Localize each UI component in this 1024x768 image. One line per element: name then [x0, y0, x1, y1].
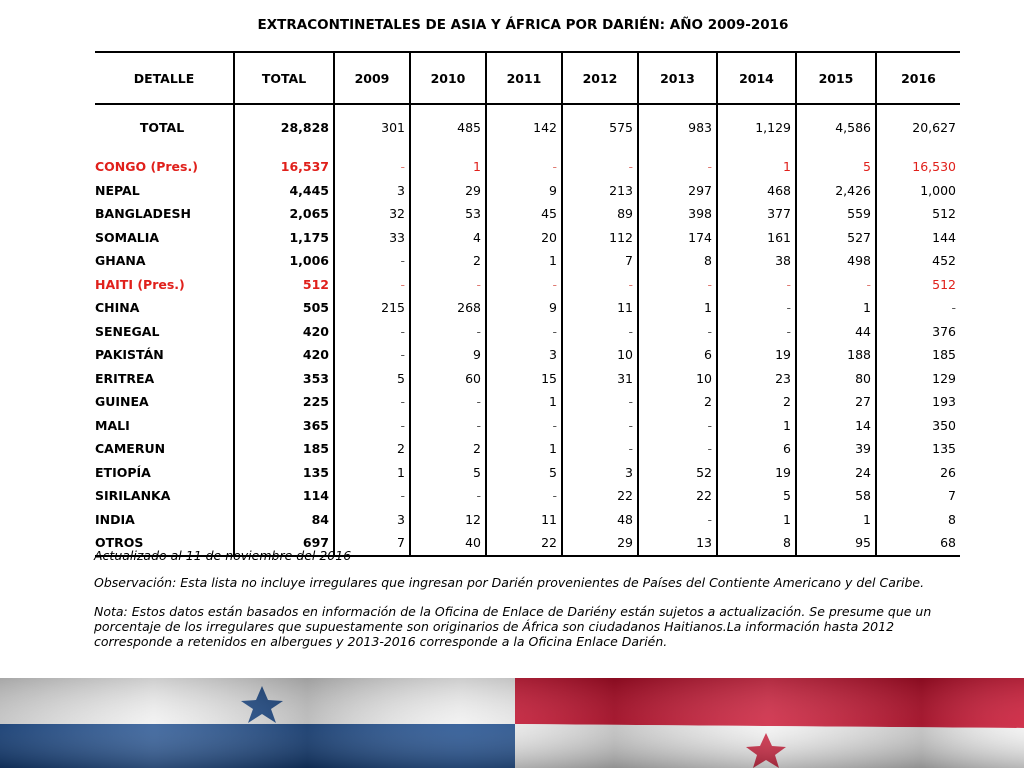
table-row [95, 202, 960, 226]
total-cell: 4,445 [234, 179, 334, 203]
year-cell: 1 [486, 437, 562, 461]
year-cell: 7 [876, 484, 960, 508]
row-label: MALI [95, 417, 130, 433]
year-cell: - [334, 343, 410, 367]
year-cell: 39 [796, 437, 876, 461]
total-cell: 135 [234, 461, 334, 485]
row-label: SIRILANKA [95, 488, 171, 504]
year-cell: - [334, 484, 410, 508]
year-cell: 20 [486, 226, 562, 250]
year-cell: 20,627 [876, 104, 960, 150]
year-cell: - [638, 437, 717, 461]
year-cell: 19 [717, 343, 796, 367]
year-cell: 26 [876, 461, 960, 485]
year-cell: - [562, 320, 638, 344]
year-cell: 16,530 [876, 155, 960, 179]
disclaimer-note: Nota: Estos datos están basados en información de la Oficina de Enlace de Dariény están sujetos a actualización. Se presume que un porcentaje de los irregulares que supuestamente son originarios de África son ciudadanos Haitianos.La información hasta 2012 corresponde a retenidos en albergues y 2013-2016 corresponde a la Oficina Enlace Darién. [94, 604, 932, 649]
year-cell: - [796, 273, 876, 297]
year-cell: 301 [334, 104, 410, 150]
year-cell: 129 [876, 367, 960, 391]
year-cell: 350 [876, 414, 960, 438]
column-header: 2011 [486, 52, 562, 104]
year-cell: 29 [410, 179, 486, 203]
year-cell: - [486, 273, 562, 297]
year-cell: 3 [486, 343, 562, 367]
year-cell: 142 [486, 104, 562, 150]
year-cell: 5 [796, 155, 876, 179]
year-cell: - [410, 320, 486, 344]
year-cell: 8 [717, 531, 796, 556]
row-label: BANGLADESH [95, 206, 191, 222]
year-cell: 8 [638, 249, 717, 273]
year-cell: 60 [410, 367, 486, 391]
total-cell: 1,006 [234, 249, 334, 273]
row-label: CAMERUN [95, 441, 166, 457]
year-cell: 3 [562, 461, 638, 485]
table-row [95, 273, 960, 297]
flag-icon [0, 678, 1024, 768]
year-cell: 80 [796, 367, 876, 391]
updated-note: Actualizado al 11 de noviembre del 2016 [94, 548, 352, 563]
row-label: PAKISTÁN [95, 347, 164, 363]
year-cell: 53 [410, 202, 486, 226]
table-row [95, 296, 960, 320]
table-row [95, 343, 960, 367]
year-cell: 6 [638, 343, 717, 367]
total-cell: 185 [234, 437, 334, 461]
year-cell: 33 [334, 226, 410, 250]
column-header: 2009 [334, 52, 410, 104]
year-cell: - [334, 414, 410, 438]
total-cell: 114 [234, 484, 334, 508]
year-cell: 27 [796, 390, 876, 414]
year-cell: 1,000 [876, 179, 960, 203]
year-cell: 5 [717, 484, 796, 508]
total-cell: 28,828 [234, 104, 334, 150]
year-cell: 7 [562, 249, 638, 273]
notes [94, 548, 974, 649]
column-header: 2010 [410, 52, 486, 104]
year-cell: 19 [717, 461, 796, 485]
year-cell: 498 [796, 249, 876, 273]
year-cell: - [562, 273, 638, 297]
year-cell: - [334, 390, 410, 414]
table-row [95, 320, 960, 344]
year-cell: 2 [638, 390, 717, 414]
year-cell: 1 [796, 508, 876, 532]
row-label: INDIA [95, 511, 135, 527]
year-cell: - [562, 155, 638, 179]
table-row [95, 249, 960, 273]
year-cell: 2 [410, 437, 486, 461]
year-cell: 983 [638, 104, 717, 150]
year-cell: 9 [486, 296, 562, 320]
table-row [95, 155, 960, 179]
year-cell: 68 [876, 531, 960, 556]
year-cell: 376 [876, 320, 960, 344]
year-cell: 575 [562, 104, 638, 150]
row-label: ETIOPÍA [95, 464, 151, 480]
year-cell: 512 [876, 273, 960, 297]
year-cell: 10 [562, 343, 638, 367]
year-cell: - [638, 320, 717, 344]
year-cell: 215 [334, 296, 410, 320]
observation-note: Observación: Esta lista no incluye irregulares que ingresan por Darién provenientes de Países del Contiente Americano y del Caribe. [94, 575, 925, 590]
year-cell: 2,426 [796, 179, 876, 203]
year-cell: 512 [876, 202, 960, 226]
year-cell: 40 [410, 531, 486, 556]
year-cell: 95 [796, 531, 876, 556]
row-label: ERITREA [95, 370, 155, 386]
total-cell: 1,175 [234, 226, 334, 250]
year-cell: - [876, 296, 960, 320]
row-label: NEPAL [95, 182, 140, 198]
row-label: GHANA [95, 253, 146, 269]
year-cell: - [334, 155, 410, 179]
year-cell: 44 [796, 320, 876, 344]
total-cell: 225 [234, 390, 334, 414]
year-cell: 268 [410, 296, 486, 320]
year-cell: 15 [486, 367, 562, 391]
table-row [95, 179, 960, 203]
row-label: SENEGAL [95, 323, 160, 339]
year-cell: 5 [334, 367, 410, 391]
year-cell: - [410, 390, 486, 414]
year-cell: 144 [876, 226, 960, 250]
year-cell: - [486, 155, 562, 179]
table-row [95, 461, 960, 485]
row-label: HAITI (Pres.) [95, 276, 185, 292]
year-cell: 1 [334, 461, 410, 485]
row-label: SOMALIA [95, 229, 160, 245]
year-cell: 3 [334, 508, 410, 532]
total-cell: 2,065 [234, 202, 334, 226]
year-cell: - [486, 320, 562, 344]
year-cell: 559 [796, 202, 876, 226]
table-header [95, 52, 960, 104]
year-cell: 23 [717, 367, 796, 391]
year-cell: 9 [410, 343, 486, 367]
year-cell: 4 [410, 226, 486, 250]
year-cell: 1 [638, 296, 717, 320]
year-cell: - [717, 320, 796, 344]
column-header: TOTAL [234, 52, 334, 104]
year-cell: - [410, 273, 486, 297]
row-label: OTROS [95, 531, 234, 556]
year-cell: - [562, 414, 638, 438]
year-cell: 29 [562, 531, 638, 556]
year-cell: - [334, 320, 410, 344]
year-cell: 12 [410, 508, 486, 532]
total-cell: 84 [234, 508, 334, 532]
table-row [95, 367, 960, 391]
year-cell: 1 [410, 155, 486, 179]
total-row [95, 104, 960, 150]
year-cell: - [717, 296, 796, 320]
table-row [95, 437, 960, 461]
column-header: 2012 [562, 52, 638, 104]
year-cell: 485 [410, 104, 486, 150]
year-cell: 135 [876, 437, 960, 461]
year-cell: - [562, 437, 638, 461]
year-cell: 11 [486, 508, 562, 532]
year-cell: 398 [638, 202, 717, 226]
year-cell: 38 [717, 249, 796, 273]
year-cell: 22 [562, 484, 638, 508]
year-cell: 11 [562, 296, 638, 320]
year-cell: 7 [334, 531, 410, 556]
total-cell: 505 [234, 296, 334, 320]
data-table [95, 51, 960, 557]
year-cell: 5 [486, 461, 562, 485]
column-header: DETALLE [95, 52, 234, 104]
year-cell: 297 [638, 179, 717, 203]
year-cell: - [334, 273, 410, 297]
column-header: 2014 [717, 52, 796, 104]
year-cell: 24 [796, 461, 876, 485]
row-label: CHINA [95, 300, 140, 316]
year-cell: 527 [796, 226, 876, 250]
year-cell: 1 [796, 296, 876, 320]
year-cell: 377 [717, 202, 796, 226]
year-cell: - [562, 390, 638, 414]
year-cell: 4,586 [796, 104, 876, 150]
year-cell: 9 [486, 179, 562, 203]
table-row [95, 508, 960, 532]
year-cell: - [486, 484, 562, 508]
row-label: TOTAL [139, 120, 185, 135]
year-cell: - [638, 155, 717, 179]
table-row [95, 414, 960, 438]
year-cell: 185 [876, 343, 960, 367]
year-cell: 188 [796, 343, 876, 367]
year-cell: 1 [717, 414, 796, 438]
year-cell: 2 [334, 437, 410, 461]
panama-flag-banner [0, 678, 1024, 768]
year-cell: 6 [717, 437, 796, 461]
year-cell: 468 [717, 179, 796, 203]
year-cell: 1 [486, 390, 562, 414]
year-cell: - [638, 508, 717, 532]
year-cell: 22 [638, 484, 717, 508]
row-label: GUINEA [95, 394, 149, 410]
table-row [95, 484, 960, 508]
total-cell: 420 [234, 343, 334, 367]
year-cell: - [410, 414, 486, 438]
year-cell: - [334, 249, 410, 273]
year-cell: 452 [876, 249, 960, 273]
total-cell: 365 [234, 414, 334, 438]
year-cell: 1 [486, 249, 562, 273]
year-cell: 48 [562, 508, 638, 532]
column-header: 2016 [876, 52, 960, 104]
year-cell: 14 [796, 414, 876, 438]
year-cell: 213 [562, 179, 638, 203]
total-cell: 697 [234, 531, 334, 556]
total-cell: 353 [234, 367, 334, 391]
year-cell: 193 [876, 390, 960, 414]
year-cell: 22 [486, 531, 562, 556]
year-cell: - [410, 484, 486, 508]
year-cell: 89 [562, 202, 638, 226]
year-cell: 2 [717, 390, 796, 414]
year-cell: 13 [638, 531, 717, 556]
year-cell: 1 [717, 508, 796, 532]
year-cell: 161 [717, 226, 796, 250]
total-cell: 420 [234, 320, 334, 344]
year-cell: 112 [562, 226, 638, 250]
row-label: CONGO (Pres.) [95, 159, 198, 175]
year-cell: 52 [638, 461, 717, 485]
year-cell: 45 [486, 202, 562, 226]
year-cell: - [638, 273, 717, 297]
year-cell: - [717, 273, 796, 297]
year-cell: 32 [334, 202, 410, 226]
year-cell: 2 [410, 249, 486, 273]
page-title: EXTRACONTINETALES DE ASIA Y ÁFRICA POR DARIÉN: AÑO 2009-2016 [257, 17, 789, 33]
year-cell: 31 [562, 367, 638, 391]
total-cell: 16,537 [234, 155, 334, 179]
table-row [95, 226, 960, 250]
year-cell: 10 [638, 367, 717, 391]
year-cell: 1,129 [717, 104, 796, 150]
column-header: 2013 [638, 52, 717, 104]
year-cell: 58 [796, 484, 876, 508]
total-cell: 512 [234, 273, 334, 297]
column-header: 2015 [796, 52, 876, 104]
table-row [95, 390, 960, 414]
year-cell: 8 [876, 508, 960, 532]
year-cell: 1 [717, 155, 796, 179]
year-cell: 174 [638, 226, 717, 250]
year-cell: - [486, 414, 562, 438]
year-cell: 5 [410, 461, 486, 485]
year-cell: 3 [334, 179, 410, 203]
year-cell: - [638, 414, 717, 438]
